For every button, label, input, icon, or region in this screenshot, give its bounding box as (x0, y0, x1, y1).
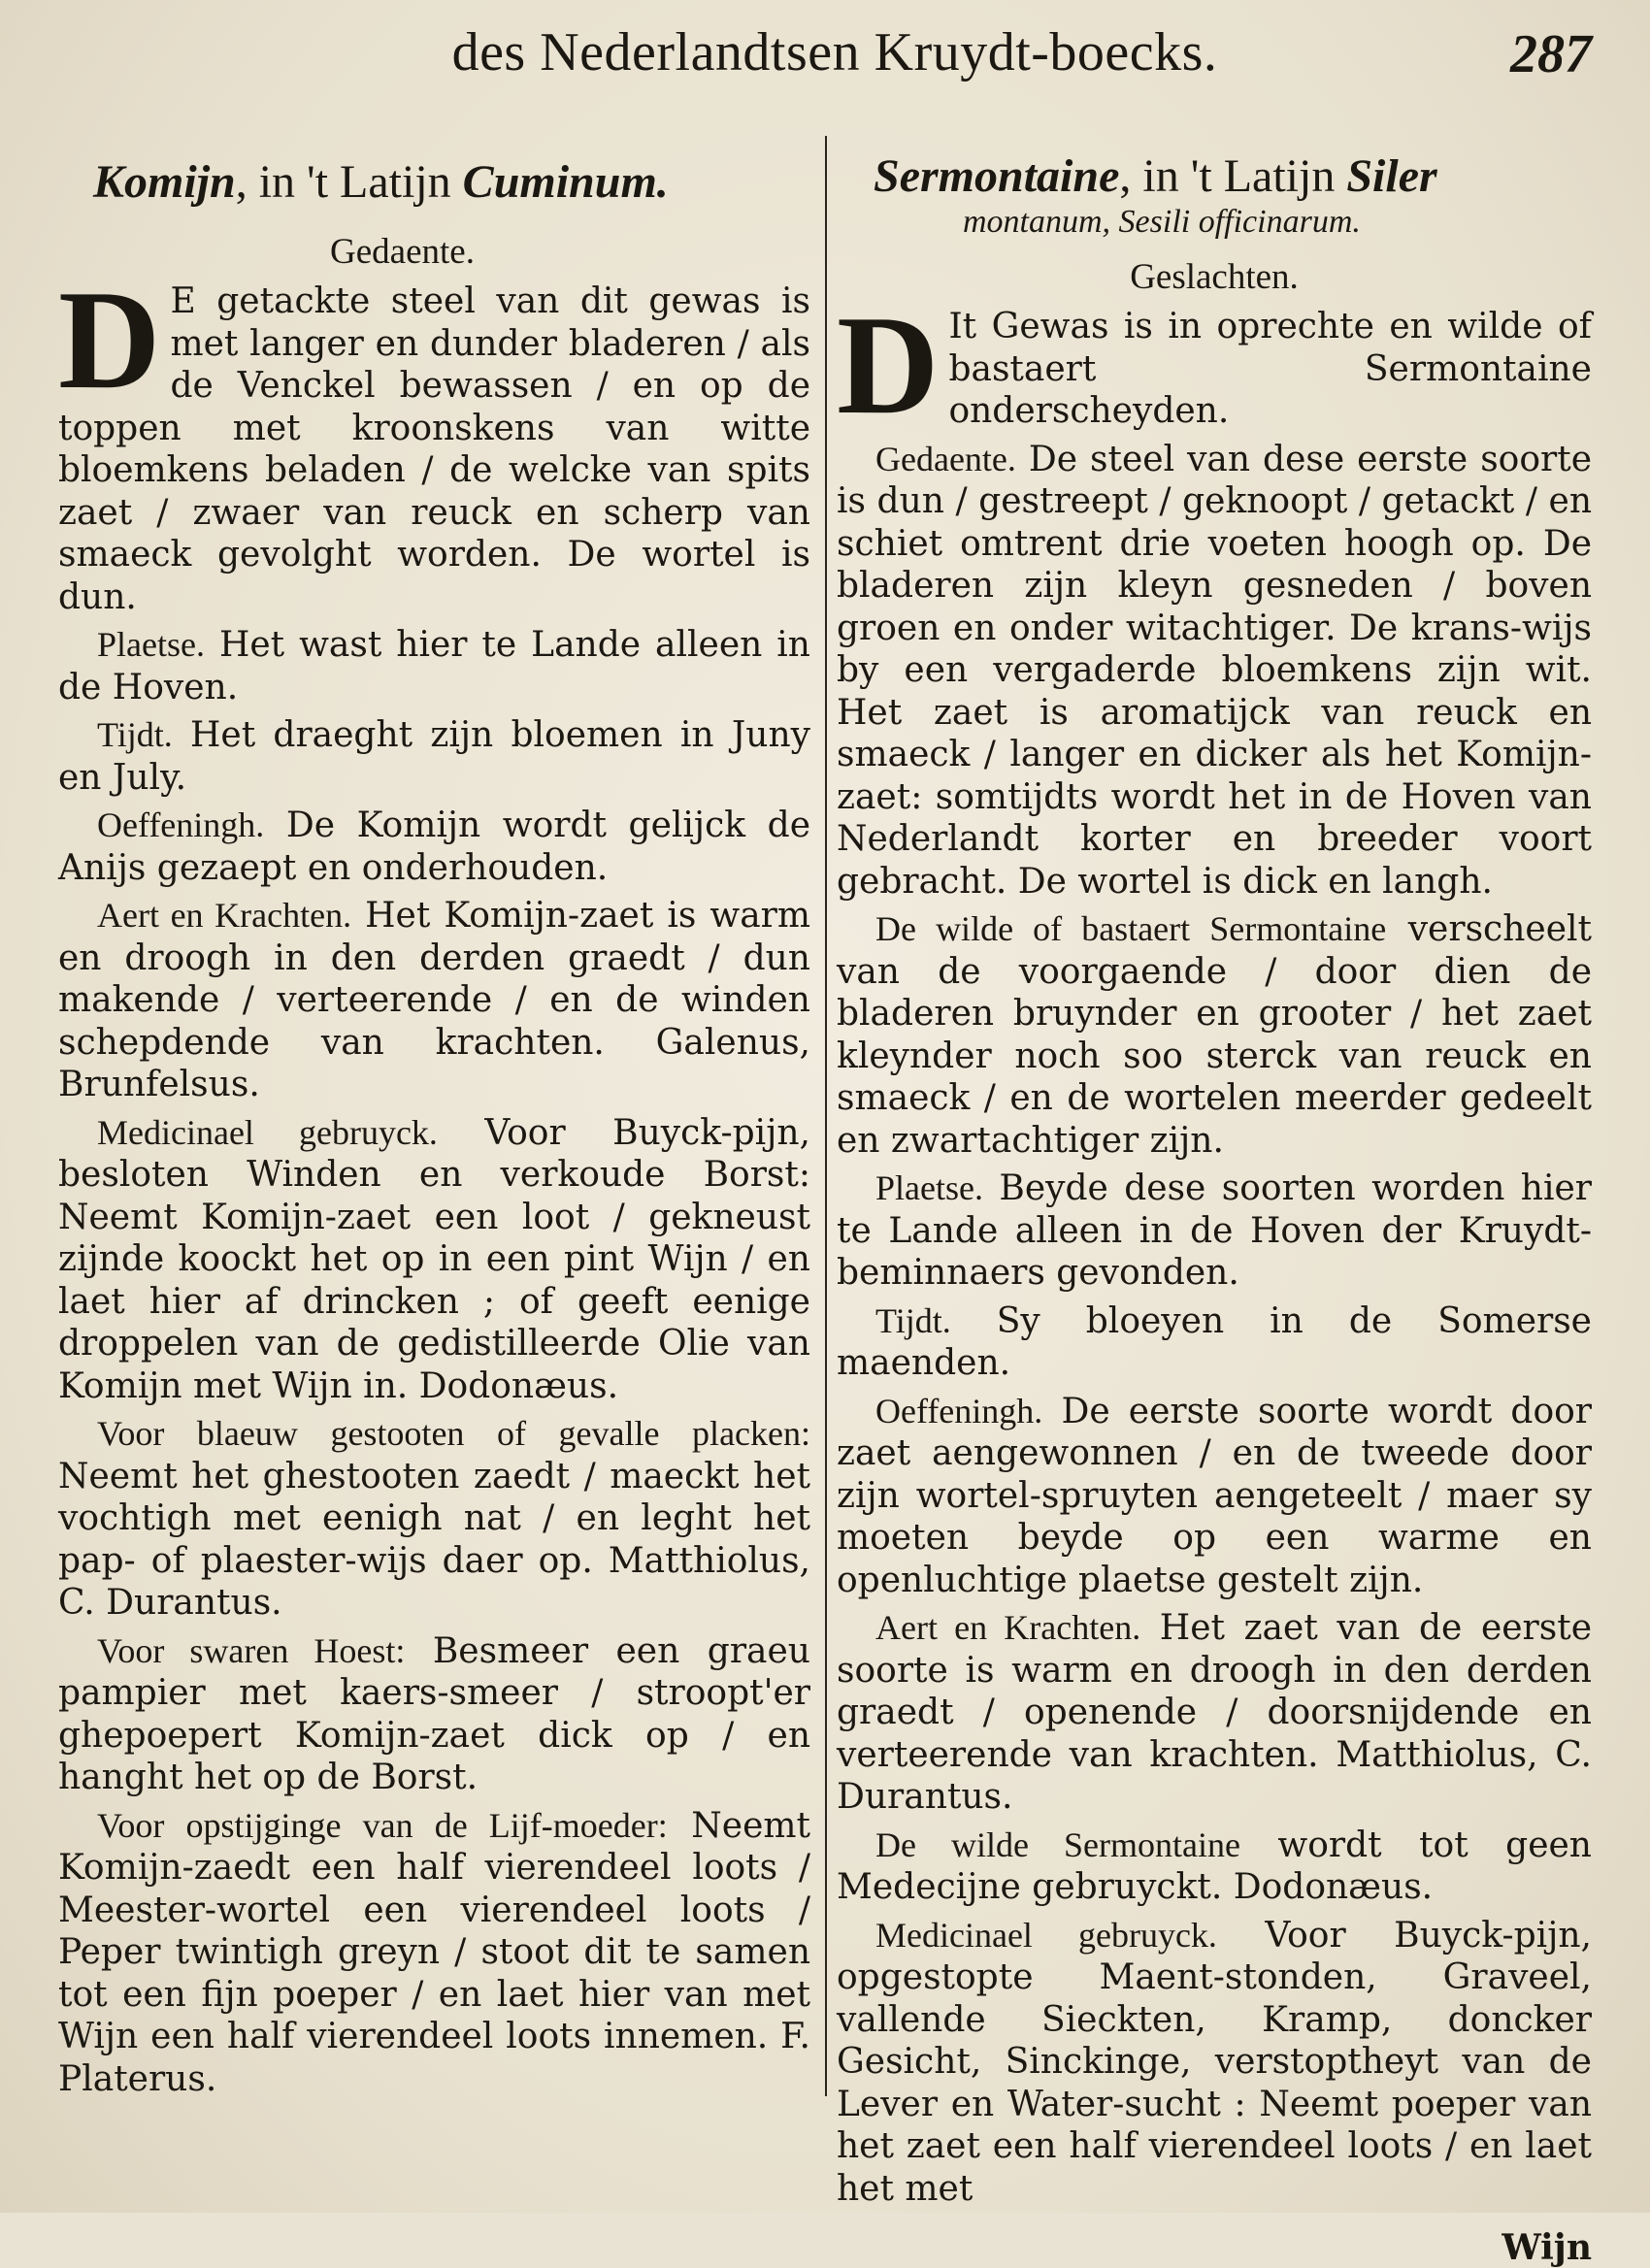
paragraph: Gedaente. De steel van dese eerste soorte is dun / gestreept / geknoopt / getackt / en schiet omtrent drie voeten hoogh op. De bladeren zijn kleyn gesneden / boven groen en onder witachtiger. De krans-wijs by een vergaderde bloemkens zijn wit. Het zaet is aromatijck van reuck en smaeck / langer en dicker als het Komijn-zaet: somtijdts wordt het in de Hoven van Nederlandt korter en breeder voort gebracht. De wortel is dick en langh. (837, 439, 1592, 902)
paragraph: Voor opstijginge van de Lijf-moeder: Neemt Komijn-zaedt een half vierendeel loots / Meester-wortel een vierendeel loots / Peper twintigh greyn / stoot dit te samen tot een fijn poeper / en laet hier van met Wijn een half vierendeel loots innemen. F. Platerus. (58, 1805, 810, 2099)
paragraph: Medicinael gebruyck. Voor Buyck-pijn, opgestopte Maent-stonden, Graveel, vallende Sieckten, Kramp, doncker Gesicht, Sinckinge, verstoptheyt van de Lever en Water-sucht : Neemt poeper van het zaet een half vierendeel loots / en laet het met (837, 1915, 1592, 2209)
paragraph: Aert en Krachten. Het zaet van de eerste soorte is warm en droogh in den derden graedt / openende / doorsnijdende en verteerende van krachten. Matthiolus, C. Durantus. (837, 1608, 1593, 1817)
drop-cap: D (837, 286, 940, 444)
left-column (58, 144, 810, 2100)
drop-cap: D (58, 261, 161, 418)
right-column (837, 144, 1593, 2268)
entry-heading-komijn: Komijn, in 't Latijn Cuminum. (93, 156, 669, 208)
paragraph: De wilde of bastaert Sermontaine verscheelt van de voorgaende / door dien de bladeren bruynder en grooter / het zaet kleynder noch soo sterck van reuck en smaeck / en de wortelen meerder gedeelt en zwartachtiger zijn. (837, 909, 1592, 1161)
paragraph: Voor swaren Hoest: Besmeer een graeu pampier met kaers-smeer / stroopt'er ghepoepert Komijn-zaet dick op / en hanght het op de Borst. (58, 1630, 810, 1797)
catchword: Wijn (1502, 2227, 1592, 2268)
paragraph: Plaetse. Het wast hier te Lande alleen in de Hoven. (58, 625, 810, 707)
paragraph: De wilde Sermontaine wordt tot geen Medecijne gebruyckt. Dodonæus. (837, 1824, 1592, 1907)
section-title-gedaente: Gedaente. (330, 232, 475, 272)
paragraph: Tijdt. Het draeght zijn bloemen in Juny en July. (58, 715, 810, 798)
paragraph: Aert en Krachten. Het Komijn-zaet is warm en droogh in den derden graedt / dun makende / verteerende / en de winden schepdende van krachten. Galenus, Brunfelsus. (58, 896, 810, 1104)
entry-heading-sermontaine: Sermontaine, in 't Latijn Siler (874, 150, 1437, 202)
column-divider (825, 136, 827, 2096)
section-title-geslachten: Geslachten. (1130, 257, 1299, 297)
paragraph: Oeffeningh. De eerste soorte wordt door zaet aengewonnen / en de tweede door zijn wortel-spruyten aengeteelt / maer sy moeten beyde op een warme en openluchtige plaetse gestelt zijn. (837, 1391, 1592, 1600)
running-head: des Nederlandtsen Kruydt-boecks. (451, 22, 1218, 82)
paragraph: Oeffeningh. De Komijn wordt gelijck de Anijs gezaept en onderhouden. (58, 805, 810, 888)
paragraph: Voor blaeuw gestooten of gevalle placken: Neemt het ghestooten zaedt / maeckt het vochtigh met eenigh nat / en leght het pap- of plaester-wijs daer op. Matthiolus, C. Durantus. (58, 1414, 810, 1623)
paragraph: Medicinael gebruyck. Voor Buyck-pijn, besloten Winden en verkoude Borst: Neemt Komijn-zaet een loot / gekneust zijnde koockt het op in een pint Wijn / en laet hier af drincken ; of geeft eenige droppelen van de gedistilleerde Olie van Komijn met Wijn in. Dodonæus. (58, 1112, 810, 1406)
paragraph: Plaetse. Beyde dese soorten worden hier te Lande alleen in de Hoven der Kruydt-beminnaers gevonden. (837, 1168, 1592, 1293)
entry-subheading: montanum, Sesili officinarum. (963, 204, 1361, 240)
paragraph: D E getackte steel van dit gewas is met langer en dunder bladeren / als de Venckel bewassen / en op de toppen met kroonskens van witte bloemkens beladen / de welcke van spits zaet / zwaer van reuck en scherp van smaeck gevolght worden. De wortel is dun. (58, 261, 810, 617)
page-number: 287 (1510, 24, 1592, 84)
paragraph: Tijdt. Sy bloeyen in de Somerse maenden. (837, 1300, 1592, 1383)
paragraph: D It Gewas is in oprechte en wilde of bastaert Sermontaine onderscheyden. (837, 286, 1592, 444)
